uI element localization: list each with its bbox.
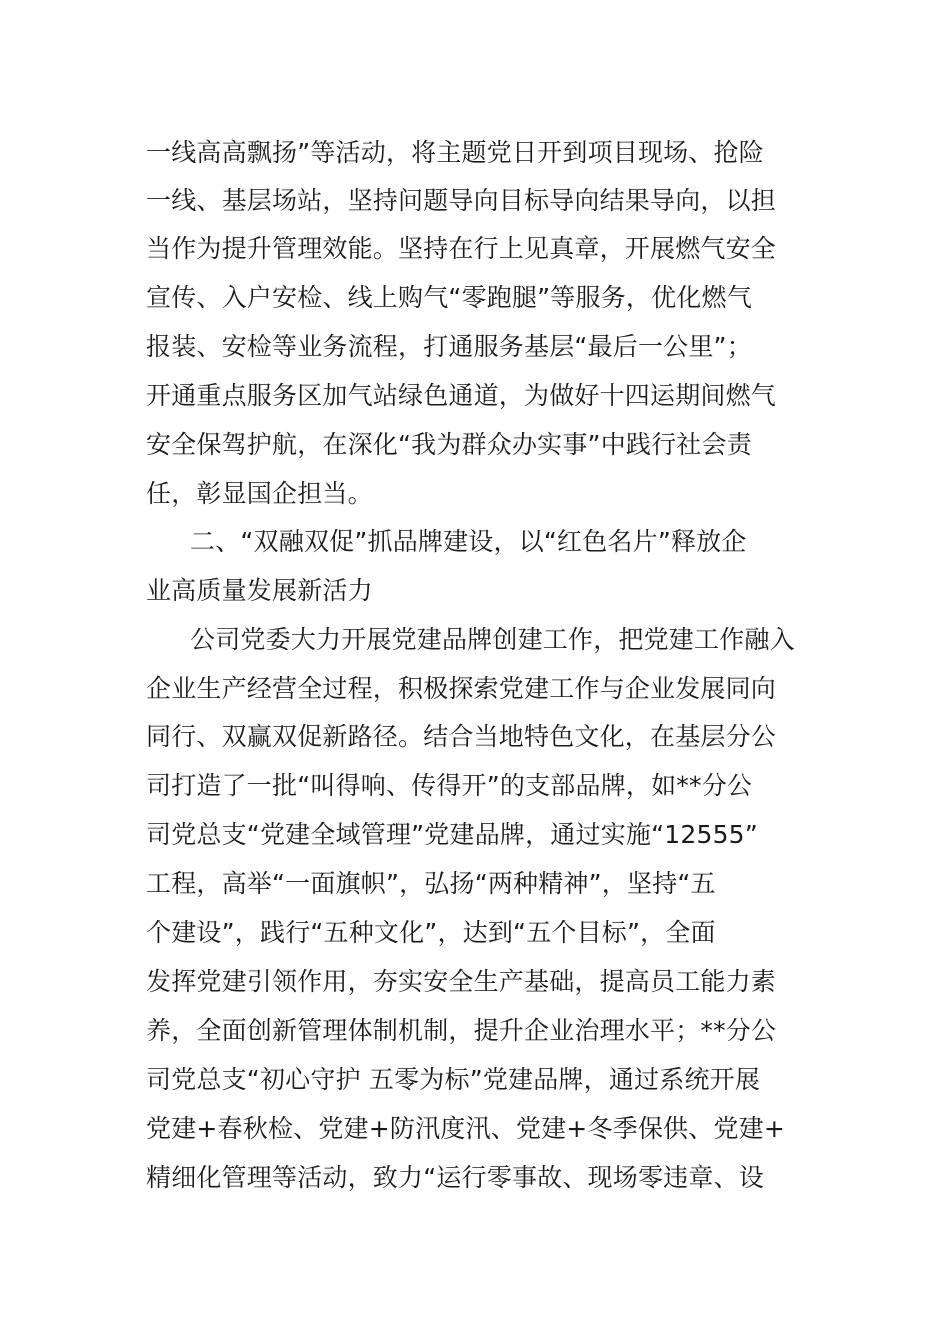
- paragraph-2-line: 发挥党建引领作用，夯实安全生产基础，提高员工能力素: [146, 967, 777, 996]
- paragraph-2-line: 企业生产经营全过程，积极探索党建工作与企业发展同向: [146, 674, 777, 703]
- paragraph-2-line: 同行、双赢双促新路径。结合当地特色文化，在基层分公: [146, 722, 777, 751]
- paragraph-2-line: 公司党委大力开展党建品牌创建工作，把党建工作融入: [190, 625, 795, 654]
- paragraph-1-line: 一线、基层场站，坚持问题导向目标导向结果导向，以担: [146, 186, 777, 215]
- paragraph-2-line: 司党总支“初心守护 五零为标”党建品牌，通过系统开展: [146, 1065, 761, 1094]
- paragraph-2-line: 党建+春秋检、党建+防汛度汛、党建+冬季保供、党建+: [146, 1114, 785, 1143]
- paragraph-2-line: 司打造了一批“叫得响、传得开”的支部品牌，如**分公: [146, 771, 753, 800]
- paragraph-2-line: 司党总支“党建全域管理”党建品牌，通过实施“12555”: [146, 820, 758, 849]
- section-heading: 业高质量发展新活力: [146, 576, 373, 605]
- paragraph-1-line: 任，彰显国企担当。: [146, 479, 373, 508]
- paragraph-2-line: 个建设”，践行“五种文化”，达到“五个目标”，全面: [146, 918, 716, 947]
- paragraph-2-line: 养，全面创新管理体制机制，提升企业治理水平；**分公: [146, 1016, 777, 1045]
- paragraph-1-line: 宣传、入户安检、线上购气“零跑腿”等服务，优化燃气: [146, 283, 752, 312]
- paragraph-1-line: 一线高高飘扬”等活动，将主题党日开到项目现场、抢险: [146, 138, 764, 167]
- paragraph-2-line: 精细化管理等活动，致力“运行零事故、现场零违章、设: [146, 1163, 764, 1192]
- paragraph-1-line: 开通重点服务区加气站绿色通道，为做好十四运期间燃气: [146, 381, 777, 410]
- paragraph-2-line: 工程，高举“一面旗帜”，弘扬“两种精神”，坚持“五: [146, 869, 716, 898]
- paragraph-1-line: 安全保驾护航，在深化“我为群众办实事”中践行社会责: [146, 430, 752, 459]
- paragraph-1-line: 当作为提升管理效能。坚持在行上见真章，开展燃气安全: [146, 234, 777, 263]
- paragraph-1-line: 报装、安检等业务流程，打通服务基层“最后一公里”；: [146, 332, 752, 361]
- section-heading: 二、“双融双促”抓品牌建设，以“红色名片”释放企: [190, 527, 747, 556]
